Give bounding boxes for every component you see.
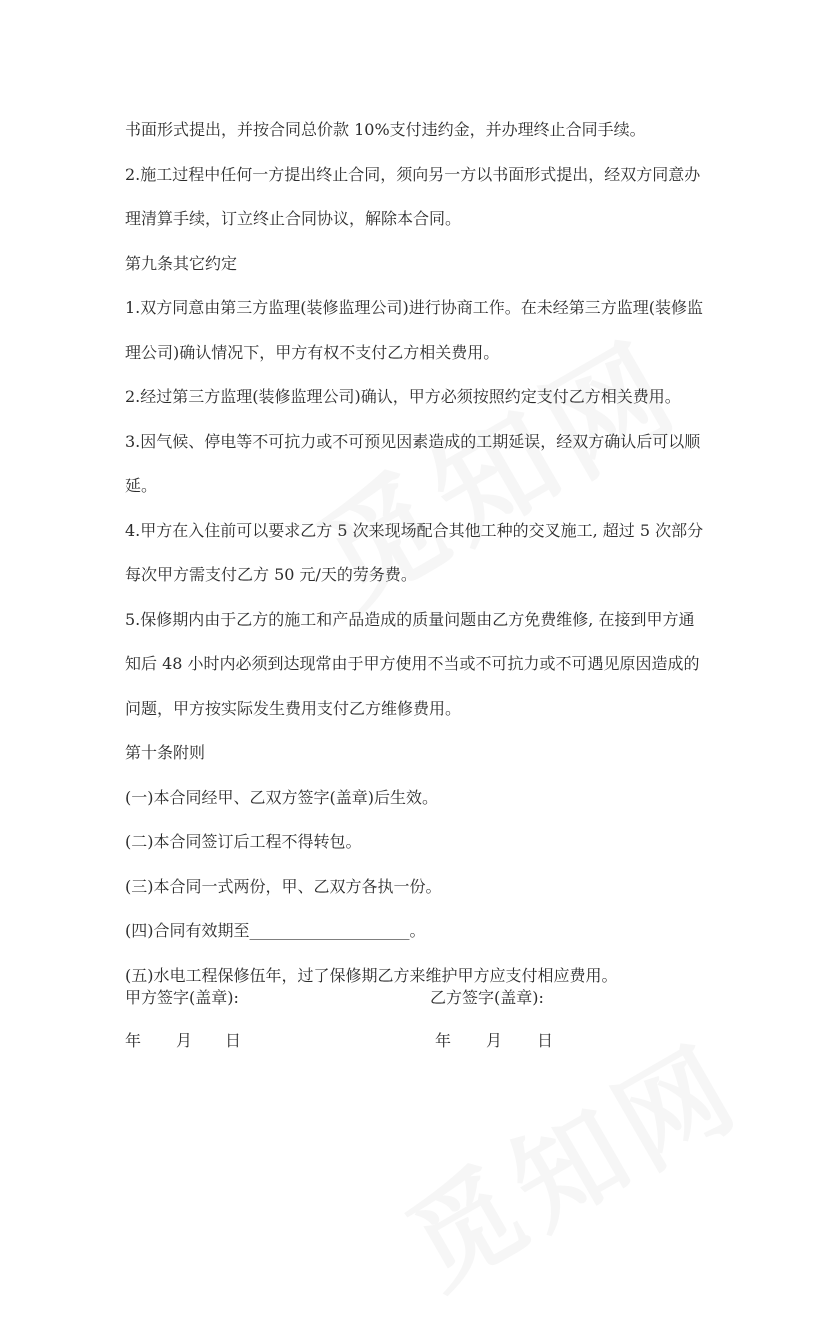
paragraph: 书面形式提出，并按合同总价款 10%支付违约金，并办理终止合同手续。 [125,120,646,139]
paragraph: (一)本合同经甲、乙双方签字(盖章)后生效。 [125,787,438,807]
paragraph: 3.因气候、停电等不可抗力或不可预见因素造成的工期延误，经双方确认后可以顺延。 [125,431,701,495]
party-a-year-label: 年 [125,1031,142,1050]
party-b-month-label: 月 [486,1031,503,1050]
signature-row [125,985,710,1009]
date-row [125,1028,710,1052]
paragraph: (三)本合同一式两份，甲、乙双方各执一份。 [125,876,442,896]
party-b-year-label: 年 [435,1031,452,1050]
paragraph: (五)水电工程保修伍年，过了保修期乙方来维护甲方应支付相应费用。 [125,965,618,985]
contract-body [125,108,710,998]
paragraph: 2.经过第三方监理(装修监理公司)确认，甲方必须按照约定支付乙方相关费用。 [125,387,681,406]
paragraph: 1.双方同意由第三方监理(装修监理公司)进行协商工作。在未经第三方监理(装修监理公司)确认情况下，甲方有权不支付乙方相关费用。 [125,298,703,362]
section-heading: 第九条其它约定 [125,253,238,273]
party-b-day-label: 日 [537,1031,554,1050]
paragraph: 5.保修期内由于乙方的施工和产品造成的质量问题由乙方免费维修, 在接到甲方通知后 48 小时内必须到达现常由于甲方使用不当或不可抗力或不可遇见原因造成的问题，甲方按实际发生费用支付乙方维修费用。 [125,609,700,718]
paragraph: (四)合同有效期至____________________。 [125,921,426,940]
paragraph: (二)本合同签订后工程不得转包。 [125,832,362,851]
section-heading: 第十条附则 [125,743,206,762]
party-a-day-label: 日 [225,1031,242,1050]
party-a-signature-label: 甲方签字(盖章): [125,988,239,1007]
paragraph: 4.甲方在入住前可以要求乙方 5 次来现场配合其他工种的交叉施工, 超过 5 次部分每次甲方需支付乙方 50 元/天的劳务费。 [125,520,704,584]
paragraph: 2.施工过程中任何一方提出终止合同，须向另一方以书面形式提出，经双方同意办理清算手续，订立终止合同协议，解除本合同。 [125,164,701,228]
party-a-month-label: 月 [176,1031,193,1050]
party-b-signature-label: 乙方签字(盖章): [430,988,544,1007]
